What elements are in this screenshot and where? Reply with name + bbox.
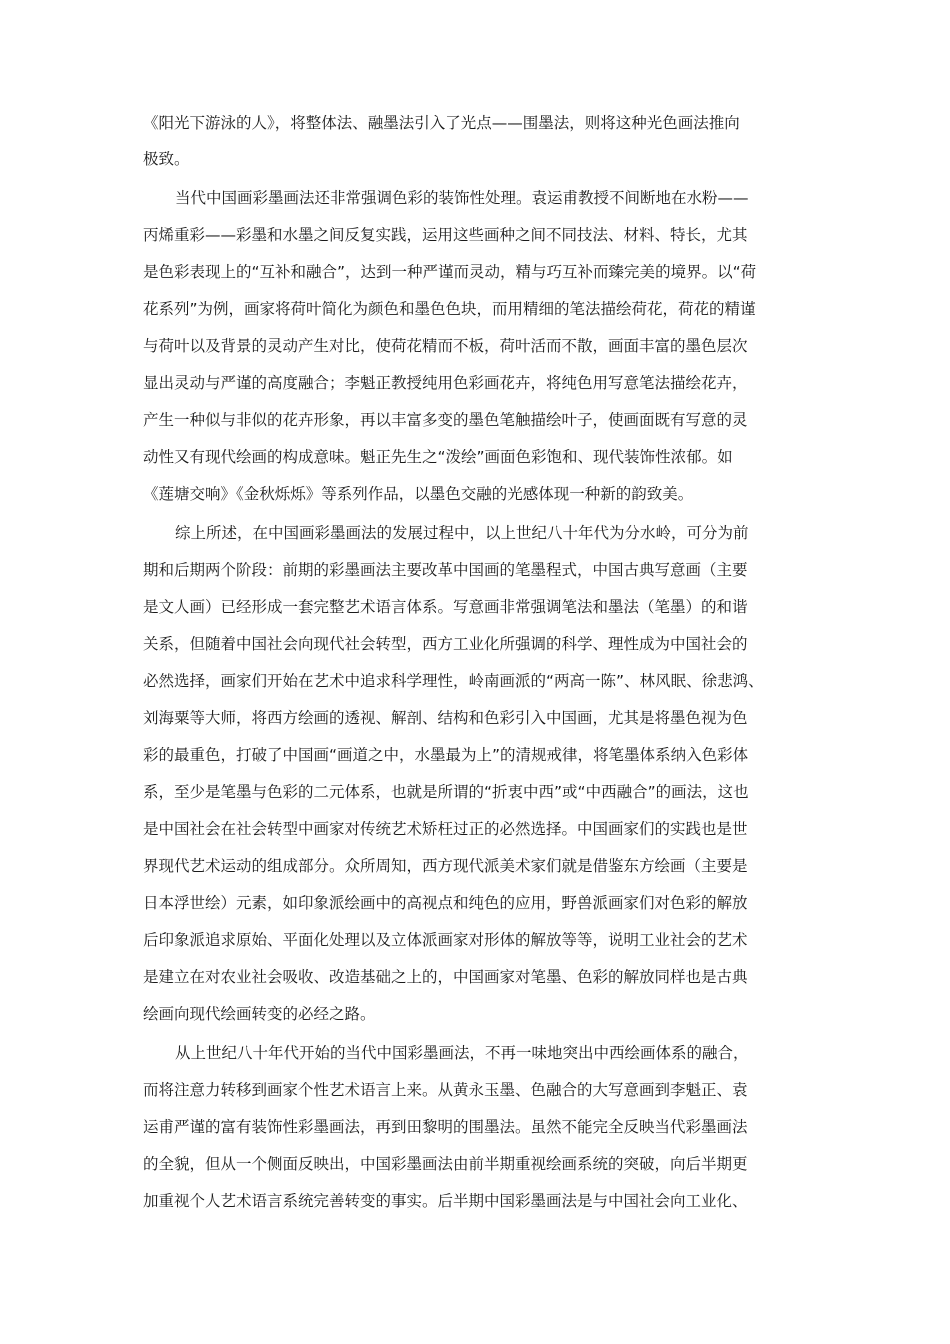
text-line: 加重视个人艺术语言系统完善转变的事实。后半期中国彩墨画法是与中国社会向工业化、: [143, 1192, 748, 1210]
text-line: 花系列”为例，画家将荷叶简化为颜色和墨色色块，而用精细的笔法描绘荷花，荷花的精谨: [143, 300, 756, 318]
text-line: 与荷叶以及背景的灵动产生对比，使荷花精而不板，荷叶活而不散，画面丰富的墨色层次: [143, 337, 748, 355]
text-line: 是建立在对农业社会吸收、改造基础之上的，中国画家对笔墨、色彩的解放同样也是古典: [143, 968, 748, 986]
paragraph-start: 综上所述，在中国画彩墨画法的发展过程中，以上世纪八十年代为分水岭，可分为前: [175, 524, 749, 542]
text-line: 丙烯重彩——彩墨和水墨之间反复实践，运用这些画种之间不同技法、材料、特长，尤其: [143, 226, 748, 244]
text-line: 极致。: [143, 150, 190, 168]
text-line: 《莲塘交响》《金秋烁烁》等系列作品，以墨色交融的光感体现一种新的韵致美。: [143, 485, 694, 503]
text-line: 彩的最重色，打破了中国画“画道之中，水墨最为上”的清规戒律，将笔墨体系纳入色彩体: [143, 746, 749, 764]
text-line: 而将注意力转移到画家个性艺术语言上来。从黄永玉墨、色融合的大写意画到李魁正、袁: [143, 1081, 748, 1099]
text-line: 《阳光下游泳的人》，将整体法、融墨法引入了光点——围墨法，则将这种光色画法推向: [143, 114, 740, 132]
text-line: 界现代艺术运动的组成部分。众所周知，西方现代派美术家们就是借鉴东方绘画（主要是: [143, 857, 748, 875]
text-line: 的全貌，但从一个侧面反映出，中国彩墨画法由前半期重视绘画系统的突破，向后半期更: [143, 1155, 748, 1173]
text-line: 后印象派追求原始、平面化处理以及立体派画家对形体的解放等等，说明工业社会的艺术: [143, 931, 748, 949]
text-line: 是色彩表现上的“互补和融合”，达到一种严谨而灵动，精与巧互补而臻完美的境界。以“荷: [143, 263, 757, 281]
text-line: 绘画向现代绘画转变的必经之路。: [143, 1005, 376, 1023]
text-line: 刘海粟等大师，将西方绘画的透视、解剖、结构和色彩引入中国画，尤其是将墨色视为色: [143, 709, 748, 727]
text-line: 关系，但随着中国社会向现代社会转型，西方工业化所强调的科学、理性成为中国社会的: [143, 635, 748, 653]
text-line: 系，至少是笔墨与色彩的二元体系，也就是所谓的“折衷中西”或“中西融合”的画法，这也: [143, 783, 749, 801]
text-line: 必然选择，画家们开始在艺术中追求科学理性，岭南画派的“两高一陈”、林风眠、徐悲鸿、: [143, 672, 764, 690]
text-line: 期和后期两个阶段：前期的彩墨画法主要改革中国画的笔墨程式，中国古典写意画（主要: [143, 561, 748, 579]
text-line: 产生一种似与非似的花卉形象，再以丰富多变的墨色笔触描绘叶子，使画面既有写意的灵: [143, 411, 748, 429]
paragraph-start: 当代中国画彩墨画法还非常强调色彩的装饰性处理。袁运甫教授不间断地在水粉——: [175, 189, 749, 207]
paragraph-start: 从上世纪八十年代开始的当代中国彩墨画法，不再一味地突出中西绘画体系的融合，: [175, 1044, 749, 1062]
text-line: 是文人画）已经形成一套完整艺术语言体系。写意画非常强调笔法和墨法（笔墨）的和谐: [143, 598, 748, 616]
text-line: 日本浮世绘）元素，如印象派绘画中的高视点和纯色的应用，野兽派画家们对色彩的解放: [143, 894, 748, 912]
text-line: 显出灵动与严谨的高度融合；李魁正教授纯用色彩画花卉，将纯色用写意笔法描绘花卉，: [143, 374, 748, 392]
text-line: 运甫严谨的富有装饰性彩墨画法，再到田黎明的围墨法。虽然不能完全反映当代彩墨画法: [143, 1118, 748, 1136]
text-line: 动性又有现代绘画的构成意味。魁正先生之“泼绘”画面色彩饱和、现代装饰性浓郁。如: [143, 448, 733, 466]
text-line: 是中国社会在社会转型中画家对传统艺术矫枉过正的必然选择。中国画家们的实践也是世: [143, 820, 748, 838]
